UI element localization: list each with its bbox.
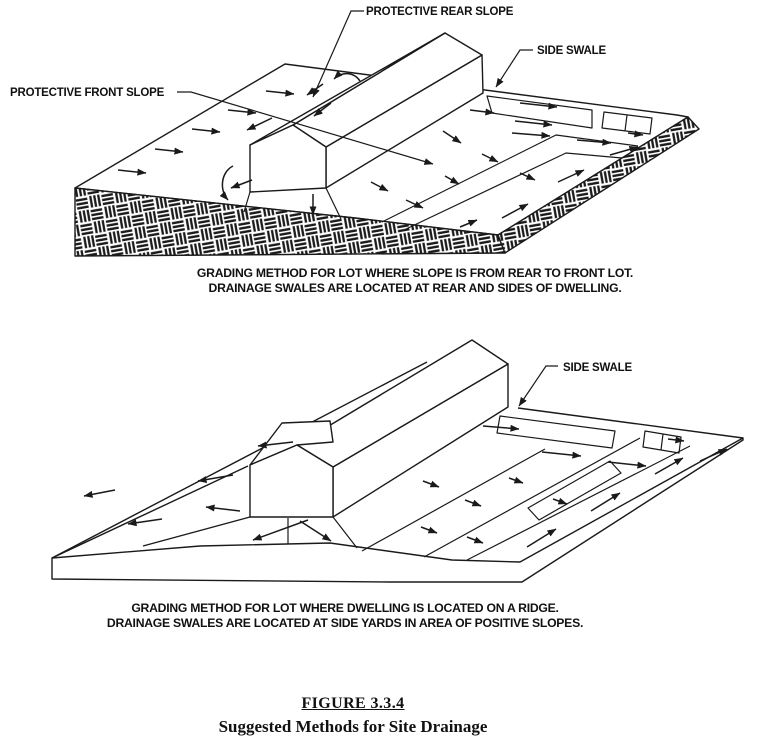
flow-arrow: [206, 507, 240, 511]
flow-arrow: [253, 520, 308, 540]
figure-number: FIGURE 3.3.4: [301, 695, 405, 712]
flow-arrow: [421, 527, 437, 533]
side-swale-label: SIDE SWALE: [563, 362, 632, 374]
dwelling: [250, 340, 508, 517]
site-drainage-diagram-bottom: [0, 330, 763, 600]
front-crest-line: [143, 517, 250, 546]
side-swale-label: SIDE SWALE: [537, 45, 606, 57]
flow-arrow: [509, 478, 523, 483]
diagram1-caption: [70, 266, 760, 296]
flow-arrow: [553, 499, 567, 504]
diagram1-caption-line1: GRADING METHOD FOR LOT WHERE SLOPE IS FROM REAR TO FRONT LOT.: [196, 266, 634, 280]
flow-arrow: [198, 475, 233, 481]
diagram2-caption-line1: GRADING METHOD FOR LOT WHERE DWELLING IS LOCATED ON A RIDGE.: [131, 601, 559, 615]
site-drainage-diagram-top: [0, 0, 763, 262]
flow-arrow: [467, 537, 483, 543]
diagram2-caption-line2: DRAINAGE SWALES ARE LOCATED AT SIDE YARDS IN AREA OF POSITIVE SLOPES.: [106, 616, 584, 630]
flow-arrow: [668, 439, 684, 441]
protective-rear-slope-label: PROTECTIVE REAR SLOPE: [366, 6, 514, 18]
splash-blocks: [643, 431, 681, 453]
rear-swale-berm: [497, 416, 615, 448]
figure-title: Suggested Methods for Site Drainage: [218, 717, 488, 736]
flow-arrow: [542, 452, 581, 456]
protective-front-slope-label: PROTECTIVE FRONT SLOPE: [10, 87, 165, 99]
side-swale-berm: [528, 461, 621, 520]
flow-arrow: [655, 458, 683, 474]
flow-arrow: [465, 500, 481, 506]
flow-arrow: [423, 481, 439, 487]
figure-title-block: [0, 695, 706, 737]
diagram1-caption-line2: DRAINAGE SWALES ARE LOCATED AT REAR AND SIDES OF DWELLING.: [208, 281, 622, 295]
flow-arrow: [84, 490, 115, 496]
side-swale-leader-line: [519, 366, 558, 406]
diagram2-caption: [0, 601, 690, 631]
side-swale-leader-line: [496, 50, 533, 87]
flow-arrow: [300, 521, 331, 541]
flow-arrow: [483, 426, 519, 429]
